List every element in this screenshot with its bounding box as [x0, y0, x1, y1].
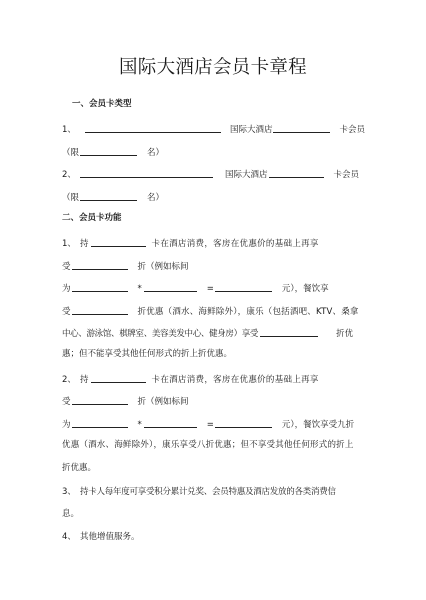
clause-text: 持 — [80, 375, 89, 385]
clause-text: 优惠（酒水、海鲜除外），康乐享受八折优惠；但不享受其他任何形式的折上 — [62, 440, 354, 450]
clause-2-line-5 — [62, 462, 96, 474]
clause-1-line-5 — [62, 326, 353, 338]
clause-text: 持卡人每年度可享受积分累计兑奖、会员特惠及酒店发放的各类消费信 — [80, 487, 336, 497]
clause-text: 惠；但不能享受其他任何形式的折上折优惠。 — [62, 349, 233, 359]
clause-2-line-2 — [62, 394, 189, 406]
fill-in-blank — [91, 373, 146, 383]
section-heading-card-functions: 二、会员卡功能 — [62, 213, 122, 223]
clause-text: 元），餐饮享 — [281, 284, 329, 294]
clause-text: 息。 — [62, 509, 80, 519]
clause-4-line-1 — [62, 531, 140, 543]
card-member-text: 卡会员 — [333, 170, 360, 180]
clause-1-line-3 — [62, 281, 329, 293]
section-heading-card-types: 一、会员卡类型 — [72, 99, 132, 109]
clause-text: 折优惠（酒水、海鲜除外），康乐（包括酒吧、KTV、桑拿 — [137, 307, 359, 317]
clause-text: 元），餐饮享受九折 — [281, 420, 355, 430]
clause-text: 卡在酒店消费，客房在优惠价的基础上再享 — [151, 375, 319, 385]
clause-1-line-2 — [62, 259, 189, 271]
fill-in-blank — [72, 418, 128, 428]
clause-text: 为 — [62, 284, 71, 294]
clause-number: 1、 — [62, 239, 76, 249]
clause-text: 受 — [62, 262, 71, 272]
fill-in-blank — [80, 146, 137, 156]
clause-text: 持 — [80, 239, 89, 249]
limit-close-text: 名） — [147, 193, 165, 203]
fill-in-blank — [260, 327, 318, 337]
equals-sign: = — [206, 284, 214, 294]
clause-number: 2、 — [62, 375, 76, 385]
hotel-name-text: 国际大酒店 — [230, 125, 273, 135]
limit-close-text: 名） — [147, 148, 165, 158]
clause-text: 受 — [62, 397, 71, 407]
clause-text: 为 — [62, 420, 71, 430]
card-member-text: 卡会员 — [339, 125, 366, 135]
fill-in-blank — [85, 123, 221, 133]
limit-open-text: （限 — [62, 193, 80, 203]
clause-number: 2、 — [62, 170, 76, 180]
clause-3-line-2 — [62, 508, 79, 520]
document-title: 国际大酒店会员卡章程 — [118, 57, 307, 78]
fill-in-blank — [269, 168, 324, 178]
fill-in-blank — [273, 123, 330, 133]
fill-in-blank — [91, 237, 146, 247]
clause-2-line-3 — [62, 417, 354, 429]
card-type-limit-line-2 — [62, 190, 164, 202]
fill-in-blank — [72, 260, 128, 270]
clause-2-line-4 — [62, 439, 354, 451]
clause-text: 折优惠。 — [62, 463, 97, 473]
clause-text: 卡在酒店消费，客房在优惠价的基础上再享 — [151, 239, 319, 249]
fill-in-blank — [72, 305, 128, 315]
fill-in-blank — [144, 282, 197, 292]
fill-in-blank — [144, 418, 197, 428]
fill-in-blank — [72, 282, 128, 292]
multiply-sign: * — [137, 284, 142, 294]
clause-number: 4、 — [62, 532, 76, 542]
card-type-line-2 — [62, 167, 359, 179]
clause-3-line-1 — [62, 486, 336, 498]
clause-text: 折优 — [336, 329, 354, 339]
clause-number: 3、 — [62, 487, 76, 497]
equals-sign: = — [206, 420, 214, 430]
clause-text: 受 — [62, 307, 71, 317]
limit-open-text: （限 — [62, 148, 80, 158]
clause-1-line-6 — [62, 348, 232, 360]
clause-2-line-1 — [62, 372, 319, 384]
hotel-name-text: 国际大酒店 — [225, 170, 268, 180]
multiply-sign: * — [137, 420, 142, 430]
clause-text: 折（例如标间 — [137, 397, 189, 407]
clause-text: 其他增值服务。 — [80, 532, 140, 542]
card-type-limit-line-1 — [62, 145, 164, 157]
fill-in-blank — [80, 191, 137, 201]
clause-text: 中心、游泳馆、棋牌室、美容美发中心、健身房）享受 — [62, 329, 259, 339]
fill-in-blank — [72, 395, 128, 405]
clause-1-line-1 — [62, 236, 319, 248]
fill-in-blank — [215, 418, 272, 428]
fill-in-blank — [215, 282, 272, 292]
clause-text: 折（例如标间 — [137, 262, 189, 272]
clause-number: 1、 — [62, 125, 76, 135]
fill-in-blank — [80, 168, 213, 178]
clause-1-line-4 — [62, 304, 359, 316]
card-type-line-1 — [62, 122, 365, 134]
